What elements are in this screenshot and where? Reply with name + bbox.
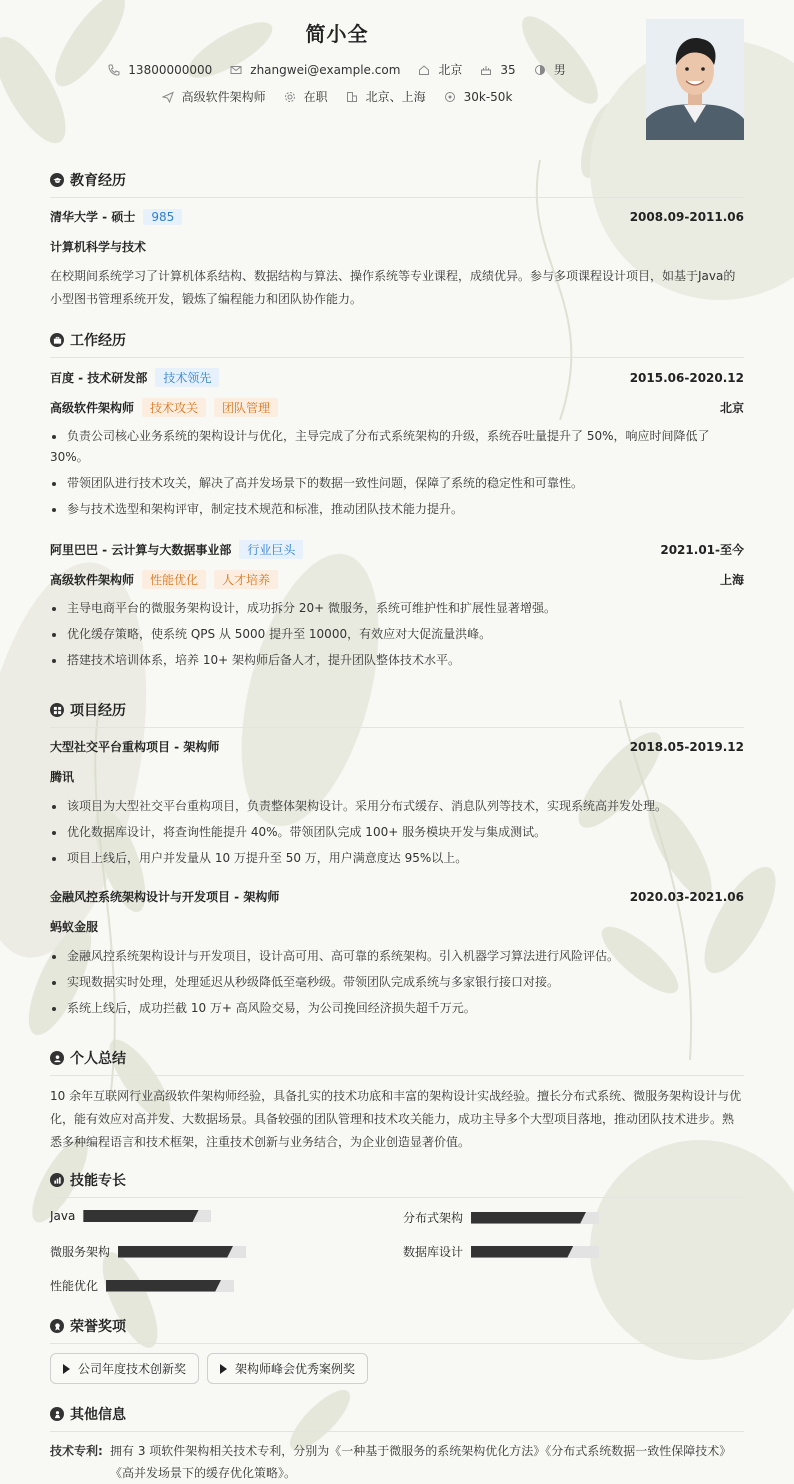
age-item [480,63,515,77]
project-2-bullets [50,946,744,1024]
phone-icon [108,64,120,76]
education-row [50,208,744,225]
skill-microservice [50,1243,246,1260]
status-value: 在职 [303,90,328,104]
skills-section-title: 技能专长 [50,1170,744,1198]
play-icon [63,1364,70,1374]
send-icon [162,91,174,103]
patent-row [50,1440,744,1484]
project-1-header [50,738,744,755]
patent-label: 技术专利: [50,1444,103,1458]
project-2-name: 金融风控系统架构设计与开发项目 - 架构师 [50,890,280,904]
project-2-org-row [50,918,744,935]
job-1-location: 北京 [719,401,744,415]
job-2-header [50,540,744,559]
job-2-location: 上海 [719,573,744,587]
city-item [418,61,462,78]
skill-performance [50,1277,234,1294]
coin-icon [444,91,456,103]
project-1-org: 腾讯 [50,770,75,784]
list-item: 优化数据库设计，将查询性能提升 40%。带领团队完成 100+ 服务模块开发与集成测试。 [50,822,744,843]
job-intent-row [0,88,674,105]
job-2-role: 高级软件架构师 [50,573,135,587]
gear-icon [284,91,296,103]
job-2-bullets [50,598,744,676]
gender-icon [534,64,546,76]
mail-icon [230,64,242,76]
project-2-period: 2020.03-2021.06 [629,889,744,904]
graduation-cap-icon [50,173,64,187]
phone-item [108,63,212,77]
project-1-period: 2018.05-2019.12 [629,739,744,754]
grid-icon [50,703,64,717]
job-1-role: 高级软件架构师 [50,401,135,415]
age-value: 35 [500,62,516,77]
city-value: 北京 [438,63,463,77]
salary-item [444,90,513,104]
job-1-role-tag: 团队管理 [214,398,278,417]
summary-section-title: 个人总结 [50,1048,744,1076]
honors-section-title: 荣誉奖项 [50,1316,744,1344]
major-row [50,238,744,255]
skill-bar [118,1246,246,1258]
project-2-org: 蚂蚁金服 [50,920,99,934]
candidate-name: 简小全 [305,22,369,46]
building-icon [346,91,358,103]
project-2-header [50,888,744,905]
skill-bar [471,1212,599,1224]
salary-value: 30k-50k [463,89,513,104]
list-item: 金融风控系统架构设计与开发项目，设计高可用、高可靠的系统架构。引入机器学习算法进行风险评估。 [50,946,744,967]
work-section-title: 工作经历 [50,330,744,358]
job-1-company-tag: 技术领先 [155,368,219,387]
summary-text: 10 余年互联网行业高级软件架构师经验，具备扎实的技术功底和丰富的架构设计实战经验。擅长分布式系统、微服务架构设计与优化，能有效应对高并发、大数据场景。具备较强的团队管理和技术攻关能力，成功主导多个大型项目落地，推动团队技术进步。熟悉多种编程语言和技术框架，注重技术创新与业务结合，为企业创造显著价值。 [50,1089,742,1149]
project-1-org-row [50,768,744,785]
skill-name: 微服务架构 [50,1245,111,1259]
major-name: 计算机科学与技术 [50,240,147,254]
job-2-role-row [50,570,744,589]
gender-value: 男 [553,63,566,77]
skill-bar-fill [471,1212,586,1224]
school-tag: 985 [143,209,182,225]
job-1-bullets [50,426,744,525]
briefcase-icon [50,333,64,347]
skill-bar-fill [471,1246,573,1258]
skill-name: Java [50,1209,76,1223]
skill-name: 性能优化 [50,1279,99,1293]
contact-row [0,61,674,78]
list-item: 该项目为大型社交平台重构项目，负责整体架构设计。采用分布式缓存、消息队列等技术，实现系统高并发处理。 [50,796,744,817]
position-item [162,88,266,105]
list-item: 主导电商平台的微服务架构设计，成功拆分 20+ 微服务，系统可维护性和扩展性显著增强。 [50,598,744,619]
list-item: 项目上线后，用户并发量从 10 万提升至 50 万，用户满意度达 95%以上。 [50,848,744,869]
skill-name: 数据库设计 [403,1245,464,1259]
education-description: 在校期间系统学习了计算机体系结构、数据结构与算法、操作系统等专业课程，成绩优异。参与多项课程设计项目，如基于Java的小型图书管理系统开发，锻炼了编程能力和团队协作能力。 [50,269,736,306]
status-item [284,88,328,105]
skill-distributed [403,1209,599,1226]
education-section-title: 教育经历 [50,170,744,198]
list-item: 搭建技术培训体系，培养 10+ 架构师后备人才，提升团队整体技术水平。 [50,650,744,671]
list-item: 优化缓存策略，使系统 QPS 从 5000 提升至 10000，有效应对大促流量洪峰。 [50,624,744,645]
job-1-company: 百度 - 技术研发部 [50,371,148,385]
skill-bar [471,1246,599,1258]
email-item [230,63,400,77]
education-period: 2008.09-2011.06 [629,209,744,224]
list-item: 参与技术选型和架构评审，制定技术规范和标准，推动团队技术能力提升。 [50,499,744,520]
skill-name: 分布式架构 [403,1211,464,1225]
job-2-company: 阿里巴巴 - 云计算与大数据事业部 [50,543,232,557]
list-item: 实现数据实时处理，处理延迟从秒级降低至毫秒级。带领团队完成系统与多家银行接口对接。 [50,972,744,993]
job-1-role-tag: 技术攻关 [142,398,206,417]
skill-java [50,1209,211,1223]
people-icon [50,1407,64,1421]
project-1-bullets [50,796,744,874]
play-icon [220,1364,227,1374]
honor-item: 公司年度技术创新奖 [50,1353,199,1384]
list-item: 系统上线后，成功拦截 10 万+ 高风险交易，为公司挽回经济损失超千万元。 [50,998,744,1019]
home-icon [418,64,430,76]
job-2-role-tag: 性能优化 [142,570,206,589]
skill-bar [83,1210,211,1222]
patent-text: 拥有 3 项软件架构相关技术专利，分别为《一种基于微服务的系统架构优化方法》《分布式系统数据一致性保障技术》《高并发场景下的缓存优化策略》。 [110,1444,732,1480]
job-1-period: 2015.06-2020.12 [629,370,744,385]
honor-item: 架构师峰会优秀案例奖 [207,1353,368,1384]
job-1-role-row [50,398,744,417]
other-section-title: 其他信息 [50,1404,744,1432]
project-1-name: 大型社交平台重构项目 - 架构师 [50,740,220,754]
job-2-role-tag: 人才培养 [214,570,278,589]
project-section-title: 项目经历 [50,700,744,728]
phone-value: 13800000000 [128,62,213,77]
skill-bar-fill [106,1280,221,1292]
skill-database [403,1243,599,1260]
award-icon [50,1319,64,1333]
target-city-value: 北京、上海 [365,90,426,104]
school-name: 清华大学 - 硕士 [50,210,136,224]
job-1-header [50,368,744,387]
list-item: 带领团队进行技术攻关，解决了高并发场景下的数据一致性问题，保障了系统的稳定性和可靠性。 [50,473,744,494]
job-2-period: 2021.01-至今 [660,543,744,557]
bar-chart-icon [50,1173,64,1187]
email-value: zhangwei@example.com [250,62,401,77]
skill-bar [106,1280,234,1292]
job-2-company-tag: 行业巨头 [239,540,303,559]
user-icon [50,1051,64,1065]
cake-icon [480,64,492,76]
skill-bar-fill [83,1210,198,1222]
position-value: 高级软件架构师 [181,90,266,104]
list-item: 负责公司核心业务系统的架构设计与优化，主导完成了分布式系统架构的升级，系统吞吐量提升了 50%，响应时间降低了 30%。 [50,426,744,468]
target-city-item [346,88,426,105]
gender-item [534,61,566,78]
skill-bar-fill [118,1246,233,1258]
profile-photo [646,19,744,140]
